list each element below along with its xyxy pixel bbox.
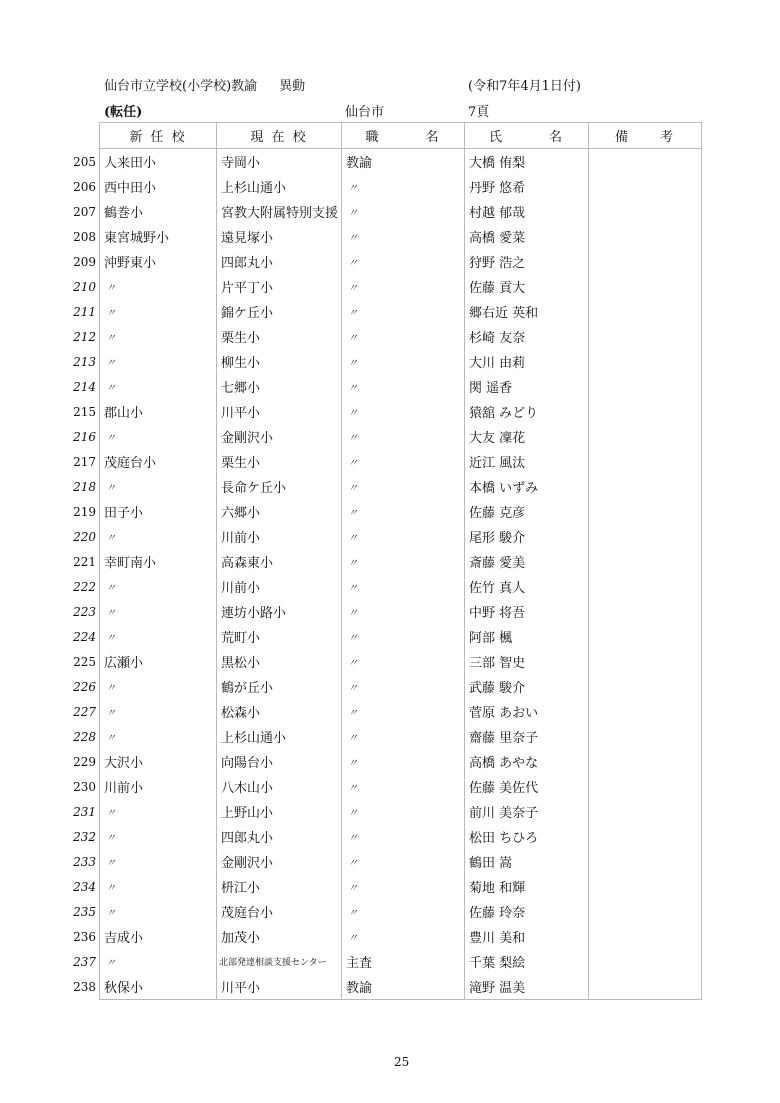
position-cell: 〃: [342, 499, 465, 524]
position-cell: 〃: [342, 399, 465, 424]
position-cell: 〃: [342, 799, 465, 824]
new-school-cell: 〃 220: [100, 524, 217, 549]
row-number: 205: [73, 154, 96, 169]
table-row: [100, 774, 702, 799]
new-school-cell: 〃 218: [100, 474, 217, 499]
position-cell: 〃: [342, 424, 465, 449]
name-cell: 郷右近 英和: [465, 299, 589, 324]
name-cell: 関 遥香: [465, 374, 589, 399]
new-school-cell: 〃 232: [100, 824, 217, 849]
name-cell: 本橋 いずみ: [465, 474, 589, 499]
current-school-cell: 七郷小: [217, 374, 342, 399]
current-school-cell: 柳生小: [217, 349, 342, 374]
remarks-cell: [589, 849, 702, 874]
remarks-cell: [589, 349, 702, 374]
row-number: 222: [73, 579, 96, 594]
table-row: [100, 749, 702, 774]
page-number: 25: [394, 1055, 410, 1069]
remarks-cell: [589, 524, 702, 549]
new-school-cell: 〃 213: [100, 349, 217, 374]
name-cell: 丹野 悠希: [465, 174, 589, 199]
table-row: [100, 599, 702, 624]
remarks-cell: [589, 149, 702, 175]
transfer-type: 異動: [279, 79, 306, 94]
table-row: [100, 824, 702, 849]
name-cell: 佐藤 美佐代: [465, 774, 589, 799]
remarks-cell: [589, 374, 702, 399]
table-row: [100, 424, 702, 449]
new-school-cell: 〃 237: [100, 949, 217, 974]
position-cell: 〃: [342, 899, 465, 924]
table-row: [100, 949, 702, 974]
position-cell: 〃: [342, 299, 465, 324]
row-number: 209: [73, 254, 96, 269]
table-row: [100, 449, 702, 474]
row-number: 212: [73, 329, 96, 344]
remarks-cell: [589, 774, 702, 799]
remarks-cell: [589, 724, 702, 749]
table-row: [100, 549, 702, 574]
current-school-cell: 荒町小: [217, 624, 342, 649]
current-school-cell: 金剛沢小: [217, 424, 342, 449]
position-cell: 〃: [342, 549, 465, 574]
position-cell: 〃: [342, 349, 465, 374]
row-number: 218: [73, 479, 96, 494]
position-cell: 教諭: [342, 149, 465, 175]
name-cell: 松田 ちひろ: [465, 824, 589, 849]
city-label: 仙台市: [345, 105, 385, 120]
current-school-cell: 川平小: [217, 399, 342, 424]
position-cell: 〃: [342, 774, 465, 799]
current-school-cell: 茂庭台小: [217, 899, 342, 924]
position-cell: 〃: [342, 524, 465, 549]
remarks-cell: [589, 799, 702, 824]
name-cell: 菊地 和輝: [465, 874, 589, 899]
current-school-cell: 錦ケ丘小: [217, 299, 342, 324]
position-cell: 〃: [342, 174, 465, 199]
name-cell: 三部 智史: [465, 649, 589, 674]
table-row: [100, 674, 702, 699]
name-cell: 猿舘 みどり: [465, 399, 589, 424]
row-number: 206: [73, 179, 96, 194]
remarks-cell: [589, 599, 702, 624]
column-header-new-school: 新 任 校: [100, 123, 217, 149]
current-school-cell: 長命ケ丘小: [217, 474, 342, 499]
position-cell: 〃: [342, 749, 465, 774]
remarks-cell: [589, 624, 702, 649]
new-school-cell: 鶴巻小 207: [100, 199, 217, 224]
current-school-cell: 連坊小路小: [217, 599, 342, 624]
table-row: [100, 324, 702, 349]
row-number: 207: [73, 204, 96, 219]
current-school-cell: 黒松小: [217, 649, 342, 674]
position-cell: 〃: [342, 649, 465, 674]
name-cell: 中野 将吾: [465, 599, 589, 624]
name-cell: 佐藤 玲奈: [465, 899, 589, 924]
column-header-current-school: 現 在 校: [217, 123, 342, 149]
row-number: 229: [73, 754, 96, 769]
new-school-cell: 〃 216: [100, 424, 217, 449]
position-cell: 〃: [342, 599, 465, 624]
table-row: [100, 649, 702, 674]
position-cell: 〃: [342, 674, 465, 699]
row-number: 214: [73, 379, 96, 394]
current-school-cell: 栗生小: [217, 449, 342, 474]
table-body: [73, 149, 702, 1000]
new-school-cell: 〃 234: [100, 874, 217, 899]
remarks-cell: [589, 924, 702, 949]
current-school-cell: 遠見塚小: [217, 224, 342, 249]
current-school-cell: 上杉山通小: [217, 174, 342, 199]
current-school-cell: 北部発達相談支援センター: [217, 949, 342, 974]
row-number: 211: [73, 304, 96, 319]
table-row: [100, 299, 702, 324]
new-school-cell: 〃 212: [100, 324, 217, 349]
position-cell: 〃: [342, 324, 465, 349]
position-cell: 〃: [342, 699, 465, 724]
row-number: 208: [73, 229, 96, 244]
row-number: 233: [73, 854, 96, 869]
position-cell: 〃: [342, 224, 465, 249]
current-school-cell: 宮教大附属特別支援: [217, 199, 342, 224]
table-row: [100, 274, 702, 299]
table-row: [100, 474, 702, 499]
column-header-position: 職 名: [342, 123, 465, 149]
name-cell: 滝野 温美: [465, 974, 589, 1000]
remarks-cell: [589, 549, 702, 574]
remarks-cell: [589, 974, 702, 1000]
row-number: 217: [73, 454, 96, 469]
current-school-cell: 上野山小: [217, 799, 342, 824]
new-school-cell: 〃 235: [100, 899, 217, 924]
page-reference: 7頁: [468, 105, 490, 120]
name-cell: 大友 凜花: [465, 424, 589, 449]
name-cell: 佐藤 貢大: [465, 274, 589, 299]
new-school-cell: 〃 227: [100, 699, 217, 724]
row-number: 231: [73, 804, 96, 819]
table-row: [100, 699, 702, 724]
new-school-cell: 田子小 219: [100, 499, 217, 524]
remarks-cell: [589, 674, 702, 699]
row-number: 234: [73, 879, 96, 894]
table-row: [100, 574, 702, 599]
table-row: [100, 374, 702, 399]
name-cell: 齋藤 里奈子: [465, 724, 589, 749]
current-school-cell: 栗生小: [217, 324, 342, 349]
new-school-cell: 吉成小 236: [100, 924, 217, 949]
name-cell: 武藤 駿介: [465, 674, 589, 699]
row-number: 230: [73, 779, 96, 794]
row-number: 238: [73, 979, 96, 994]
remarks-cell: [589, 324, 702, 349]
position-cell: 主査: [342, 949, 465, 974]
remarks-cell: [589, 899, 702, 924]
remarks-cell: [589, 874, 702, 899]
remarks-cell: [589, 449, 702, 474]
new-school-cell: 〃 224: [100, 624, 217, 649]
row-number: 236: [73, 929, 96, 944]
table-header-row: [100, 123, 702, 149]
remarks-cell: [589, 949, 702, 974]
current-school-cell: 枡江小: [217, 874, 342, 899]
row-number: 237: [73, 954, 96, 969]
table-row: [100, 874, 702, 899]
position-cell: 〃: [342, 574, 465, 599]
row-number: 232: [73, 829, 96, 844]
current-school-cell: 川前小: [217, 574, 342, 599]
new-school-cell: 〃 214: [100, 374, 217, 399]
current-school-cell: 川前小: [217, 524, 342, 549]
position-cell: 〃: [342, 199, 465, 224]
row-number: 219: [73, 504, 96, 519]
table-row: [100, 899, 702, 924]
table-row: [100, 224, 702, 249]
current-school-cell: 松森小: [217, 699, 342, 724]
current-school-cell: 金剛沢小: [217, 849, 342, 874]
row-number: 213: [73, 354, 96, 369]
remarks-cell: [589, 499, 702, 524]
name-cell: 大川 由莉: [465, 349, 589, 374]
name-cell: 尾形 駿介: [465, 524, 589, 549]
current-school-cell: 片平丁小: [217, 274, 342, 299]
name-cell: 阿部 楓: [465, 624, 589, 649]
remarks-cell: [589, 249, 702, 274]
remarks-cell: [589, 649, 702, 674]
new-school-cell: 〃 210: [100, 274, 217, 299]
remarks-cell: [589, 199, 702, 224]
row-number: 216: [73, 429, 96, 444]
table-row: [100, 499, 702, 524]
current-school-cell: 川平小: [217, 974, 342, 1000]
row-number: 235: [73, 904, 96, 919]
name-cell: 狩野 浩之: [465, 249, 589, 274]
remarks-cell: [589, 174, 702, 199]
remarks-cell: [589, 824, 702, 849]
effective-date: (令和7年4月1日付): [468, 79, 581, 94]
table-row: [100, 624, 702, 649]
row-number: 228: [73, 729, 96, 744]
new-school-cell: 〃 222: [100, 574, 217, 599]
position-cell: 教諭: [342, 974, 465, 1000]
new-school-cell: 秋保小 238: [100, 974, 217, 1000]
table-row: [100, 249, 702, 274]
name-cell: 高橋 愛菜: [465, 224, 589, 249]
name-cell: 近江 風汰: [465, 449, 589, 474]
remarks-cell: [589, 424, 702, 449]
new-school-cell: 人来田小 205: [100, 149, 217, 175]
position-cell: 〃: [342, 474, 465, 499]
name-cell: 前川 美奈子: [465, 799, 589, 824]
current-school-cell: 加茂小: [217, 924, 342, 949]
position-cell: 〃: [342, 274, 465, 299]
position-cell: 〃: [342, 849, 465, 874]
name-cell: 杉崎 友奈: [465, 324, 589, 349]
new-school-cell: 幸町南小 221: [100, 549, 217, 574]
name-cell: 斎藤 愛美: [465, 549, 589, 574]
new-school-cell: 茂庭台小 217: [100, 449, 217, 474]
current-school-cell: 八木山小: [217, 774, 342, 799]
name-cell: 千葉 梨絵: [465, 949, 589, 974]
position-cell: 〃: [342, 874, 465, 899]
name-cell: 高橋 あやな: [465, 749, 589, 774]
row-number: 221: [73, 554, 96, 569]
table-row: [100, 799, 702, 824]
new-school-cell: 沖野東小 209: [100, 249, 217, 274]
table-row: [100, 349, 702, 374]
new-school-cell: 〃 226: [100, 674, 217, 699]
new-school-cell: 広瀬小 225: [100, 649, 217, 674]
remarks-cell: [589, 224, 702, 249]
new-school-cell: 大沢小 229: [100, 749, 217, 774]
column-header-name: 氏 名: [465, 123, 589, 149]
name-cell: 豊川 美和: [465, 924, 589, 949]
remarks-cell: [589, 474, 702, 499]
remarks-cell: [589, 299, 702, 324]
new-school-cell: 郡山小 215: [100, 399, 217, 424]
row-number: 225: [73, 654, 96, 669]
new-school-cell: 東宮城野小 208: [100, 224, 217, 249]
new-school-cell: 〃 211: [100, 299, 217, 324]
table-row: [100, 174, 702, 199]
current-school-cell: 四郎丸小: [217, 249, 342, 274]
name-cell: 大橋 侑梨: [465, 149, 589, 175]
new-school-cell: 川前小 230: [100, 774, 217, 799]
position-cell: 〃: [342, 824, 465, 849]
row-number: 220: [73, 529, 96, 544]
remarks-cell: [589, 699, 702, 724]
document-title: [104, 75, 305, 94]
row-number: 223: [73, 604, 96, 619]
position-cell: 〃: [342, 624, 465, 649]
new-school-cell: 〃 223: [100, 599, 217, 624]
table-row: [100, 974, 702, 1000]
position-cell: 〃: [342, 374, 465, 399]
table-row: [100, 149, 702, 175]
current-school-cell: 六郷小: [217, 499, 342, 524]
current-school-cell: 向陽台小: [217, 749, 342, 774]
table-row: [100, 849, 702, 874]
row-number: 210: [73, 279, 96, 294]
remarks-cell: [589, 399, 702, 424]
current-school-cell: 鶴が丘小: [217, 674, 342, 699]
transfer-table: [73, 122, 702, 1000]
current-school-cell: 四郎丸小: [217, 824, 342, 849]
new-school-cell: 〃 231: [100, 799, 217, 824]
name-cell: 菅原 あおい: [465, 699, 589, 724]
table-row: [100, 199, 702, 224]
row-number: 227: [73, 704, 96, 719]
current-school-cell: 上杉山通小: [217, 724, 342, 749]
column-header-remarks: 備 考: [589, 123, 702, 149]
title-text: 仙台市立学校(小学校)教諭: [104, 79, 258, 94]
name-cell: 鶴田 嵩: [465, 849, 589, 874]
remarks-cell: [589, 274, 702, 299]
table-row: [100, 524, 702, 549]
remarks-cell: [589, 749, 702, 774]
name-cell: 村越 郁哉: [465, 199, 589, 224]
table-row: [100, 924, 702, 949]
current-school-cell: 寺岡小: [217, 149, 342, 175]
new-school-cell: 〃 228: [100, 724, 217, 749]
new-school-cell: 西中田小 206: [100, 174, 217, 199]
position-cell: 〃: [342, 249, 465, 274]
name-cell: 佐竹 真人: [465, 574, 589, 599]
current-school-cell: 高森東小: [217, 549, 342, 574]
name-cell: 佐藤 克彦: [465, 499, 589, 524]
position-cell: 〃: [342, 724, 465, 749]
remarks-cell: [589, 574, 702, 599]
row-number: 226: [73, 679, 96, 694]
table-row: [100, 399, 702, 424]
position-cell: 〃: [342, 449, 465, 474]
row-number: 224: [73, 629, 96, 644]
row-number: 215: [73, 404, 96, 419]
section-label: (転任): [104, 105, 143, 120]
new-school-cell: 〃 233: [100, 849, 217, 874]
position-cell: 〃: [342, 924, 465, 949]
table-row: [100, 724, 702, 749]
